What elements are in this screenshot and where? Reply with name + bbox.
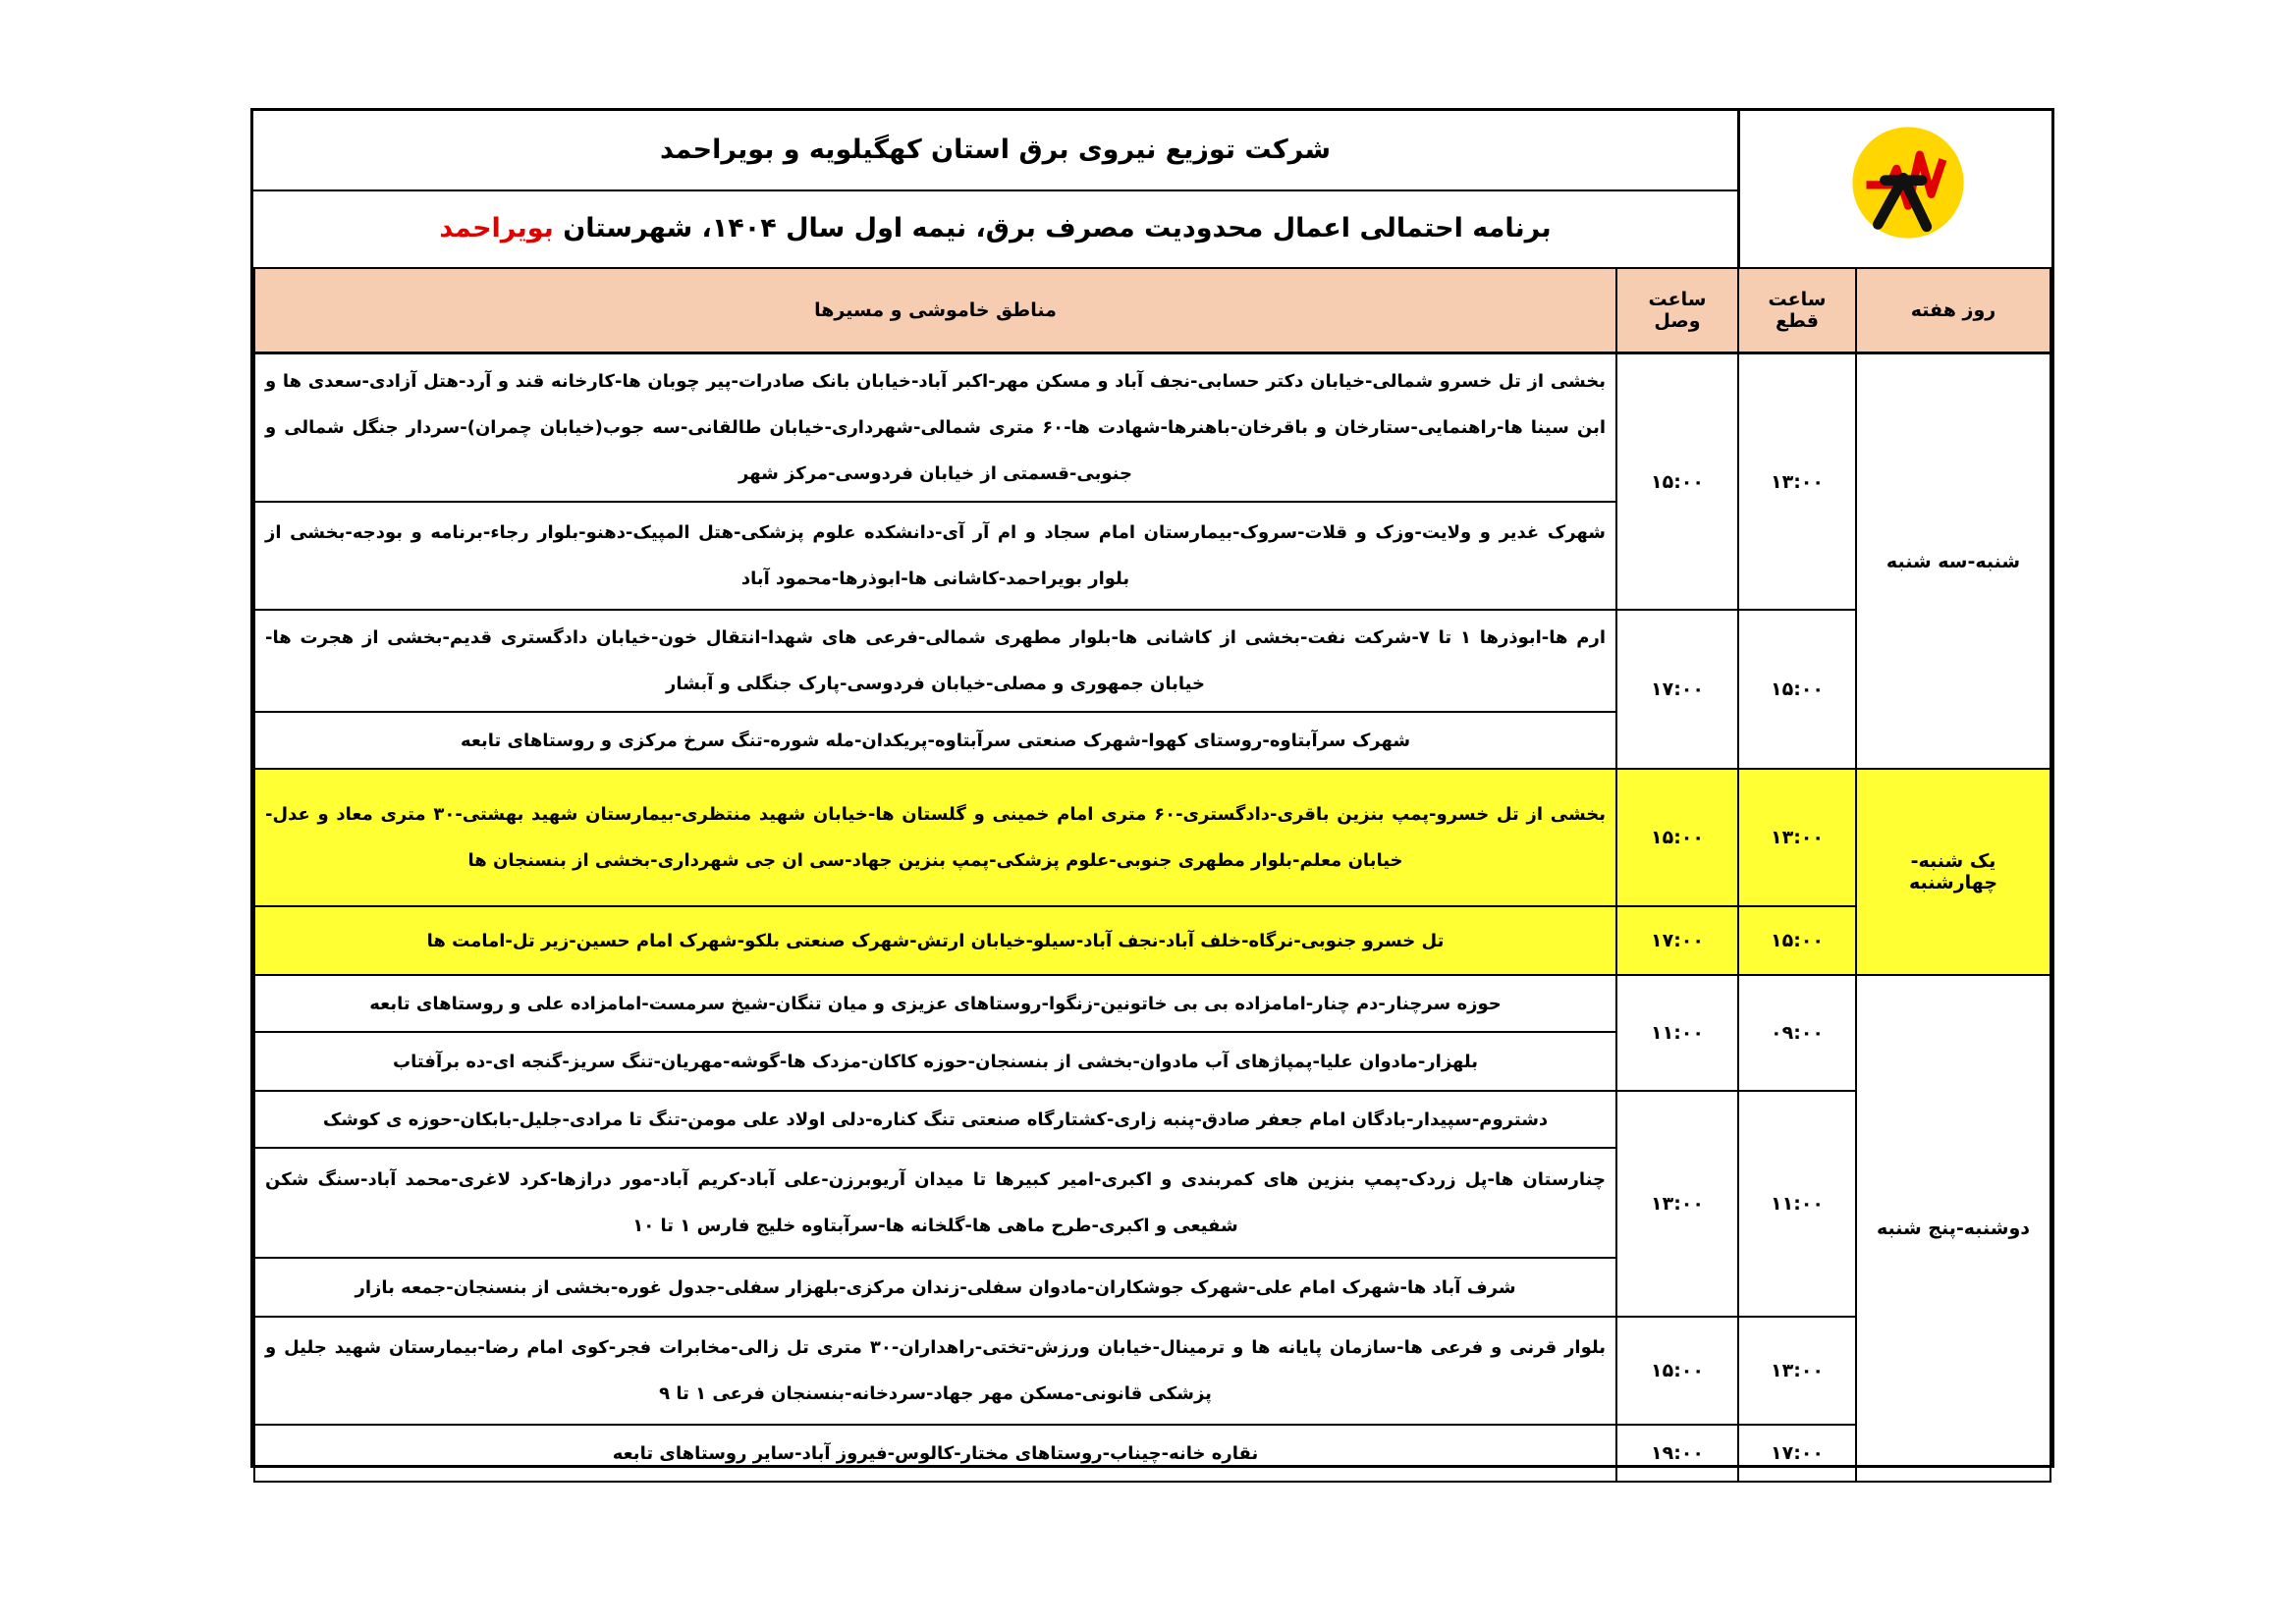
cut-time: ۱۳:۰۰ xyxy=(1738,353,1856,611)
area-cell: بلوار قرنی و فرعی ها-سازمان پایانه ها و ترمینال-خیابان ورزش-تختی-راهداران-۳۰ متری تل زالی-مخابرات فجر-کوی امام رضا-بیمارستان شهید جلیل و پزشکی قانونی-مسکن مهر جهاد-سردخانه-بنسنجان فرعی ۱ تا ۹ xyxy=(254,1317,1616,1425)
table-row xyxy=(254,610,2050,712)
connect-time: ۱۵:۰۰ xyxy=(1616,1317,1738,1425)
area-cell: نقاره خانه-چیناب-روستاهای مختار-کالوس-فیروز آباد-سایر روستاهای تابعه xyxy=(254,1425,1616,1482)
logo-cell xyxy=(1737,111,2051,267)
cut-time: ۱۳:۰۰ xyxy=(1738,769,1856,906)
table-row xyxy=(254,1317,2050,1425)
connect-time: ۱۵:۰۰ xyxy=(1616,353,1738,611)
subtitle-prefix: برنامه احتمالی اعمال محدودیت مصرف برق، نیمه اول سال ۱۴۰۴، شهرستان xyxy=(563,213,1552,243)
company-logo-icon xyxy=(1850,125,1966,241)
cut-time: ۱۳:۰۰ xyxy=(1738,1317,1856,1425)
area-cell: حوزه سرچنار-دم چنار-امامزاده بی بی خاتونین-زنگوا-روستاهای عزیزی و میان تنگان-شیخ سرمست-امامزاده علی و روستاهای تابعه xyxy=(254,975,1616,1032)
connect-time: ۱۱:۰۰ xyxy=(1616,975,1738,1091)
area-cell: بخشی از تل خسرو-پمپ بنزین باقری-دادگستری-۶۰ متری امام خمینی و گلستان ها-خیابان شهید منتظری-بیمارستان شهید بهشتی-۳۰ متری معاد و عدل-خیابان معلم-بلوار مطهری جنوبی-علوم پزشکی-پمپ بنزین جهاد-سی ان جی شهرداری-بخشی از بنسنجان ها xyxy=(254,769,1616,906)
area-cell: بخشی از تل خسرو شمالی-خیابان دکتر حسابی-نجف آباد و مسکن مهر-اکبر آباد-خیابان بانک صادرات-پیر چوبان ها-کارخانه قند و آرد-هتل آزادی-سعدی ها و ابن سینا ها-راهنمایی-ستارخان و باقرخان-باهنرها-شهادت ها-۶۰ متری شمالی-شهرداری-خیابان طالقانی-سه جوب(خیابان چمران)-سردار جنگل شمالی و جنوبی-قسمتی از خیابان فردوسی-مرکز شهر xyxy=(254,353,1616,503)
cut-time: ۱۷:۰۰ xyxy=(1738,1425,1856,1482)
connect-time: ۱۹:۰۰ xyxy=(1616,1425,1738,1482)
area-cell: شهرک غدیر و ولایت-وزک و قلات-سروک-بیمارستان امام سجاد و ام آر آی-دانشکده علوم پزشکی-هتل المپیک-دهنو-بلوار رجاء-برنامه و بودجه-بخشی از بلوار بویراحمد-کاشانی ها-ابوذرها-محمود آباد xyxy=(254,502,1616,610)
table-header-row xyxy=(254,268,2050,353)
table-row xyxy=(254,906,2050,975)
cut-time: ۱۵:۰۰ xyxy=(1738,906,1856,975)
area-cell: دشتروم-سپیدار-بادگان امام جعفر صادق-پنبه زاری-کشتارگاه صنعتی تنگ کناره-دلی اولاد علی مومن-تنگ تا مرادی-جلیل-بابکان-حوزه ی کوشک xyxy=(254,1091,1616,1148)
connect-time: ۱۷:۰۰ xyxy=(1616,906,1738,975)
page-subtitle xyxy=(253,189,1737,267)
table-row xyxy=(254,353,2050,503)
cut-time: ۰۹:۰۰ xyxy=(1738,975,1856,1091)
subtitle-city: بویراحمد xyxy=(439,213,554,243)
day-cell: یک شنبه-چهارشنبه xyxy=(1856,769,2050,975)
area-cell: ارم ها-ابوذرها ۱ تا ۷-شرکت نفت-بخشی از کاشانی ها-بلوار مطهری شمالی-فرعی های شهدا-انتقال خون-خیابان دادگستری قدیم-بخشی از هجرت ها-خیابان جمهوری و مصلی-خیابان فردوسی-پارک جنگلی و آبشار xyxy=(254,610,1616,712)
cut-time: ۱۱:۰۰ xyxy=(1738,1091,1856,1317)
connect-time: ۱۷:۰۰ xyxy=(1616,610,1738,769)
company-title: شرکت توزیع نیروی برق استان کهگیلویه و بویراحمد xyxy=(253,111,1737,191)
table-row xyxy=(254,975,2050,1032)
connect-time: ۱۵:۰۰ xyxy=(1616,769,1738,906)
table-row xyxy=(254,769,2050,906)
area-cell: شرف آباد ها-شهرک امام علی-شهرک جوشکاران-مادوان سفلی-زندان مرکزی-بلهزار سفلی-جدول غوره-بخشی از بنسنجان-جمعه بازار xyxy=(254,1258,1616,1317)
connect-time: ۱۳:۰۰ xyxy=(1616,1091,1738,1317)
table-row xyxy=(254,1091,2050,1148)
day-cell: دوشنبه-پنج شنبه xyxy=(1856,975,2050,1482)
col-areas: مناطق خاموشی و مسیرها xyxy=(254,268,1616,353)
day-cell: شنبه-سه شنبه xyxy=(1856,353,2050,770)
table-row xyxy=(254,1425,2050,1482)
col-connect: ساعت وصل xyxy=(1616,268,1738,353)
header xyxy=(253,111,2051,270)
col-cut: ساعت قطع xyxy=(1738,268,1856,353)
area-cell: بلهزار-مادوان علیا-پمپاژهای آب مادوان-بخشی از بنسنجان-حوزه کاکان-مزدک ها-گوشه-مهریان-تنگ سریز-گنجه ای-ده برآفتاب xyxy=(254,1032,1616,1091)
schedule-sheet xyxy=(250,108,2054,1468)
cut-time: ۱۵:۰۰ xyxy=(1738,610,1856,769)
outage-table xyxy=(253,267,2051,1483)
area-cell: تل خسرو جنوبی-نرگاه-خلف آباد-نجف آباد-سیلو-خیابان ارتش-شهرک صنعتی بلکو-شهرک امام حسین-زیر تل-امامت ها xyxy=(254,906,1616,975)
area-cell: شهرک سرآبتاوه-روستای کهوا-شهرک صنعتی سرآبتاوه-پریکدان-مله شوره-تنگ سرخ مرکزی و روستاهای تابعه xyxy=(254,712,1616,769)
area-cell: چنارستان ها-پل زردک-پمپ بنزین های کمربندی و اکبری-امیر کبیرها تا میدان آریوبرزن-علی آباد-کریم آباد-مور درازها-کرد لاغری-محمد آباد-سنگ شکن شفیعی و اکبری-طرح ماهی ها-گلخانه ها-سرآبتاوه خلیج فارس ۱ تا ۱۰ xyxy=(254,1148,1616,1258)
col-day: روز هفته xyxy=(1856,268,2050,353)
